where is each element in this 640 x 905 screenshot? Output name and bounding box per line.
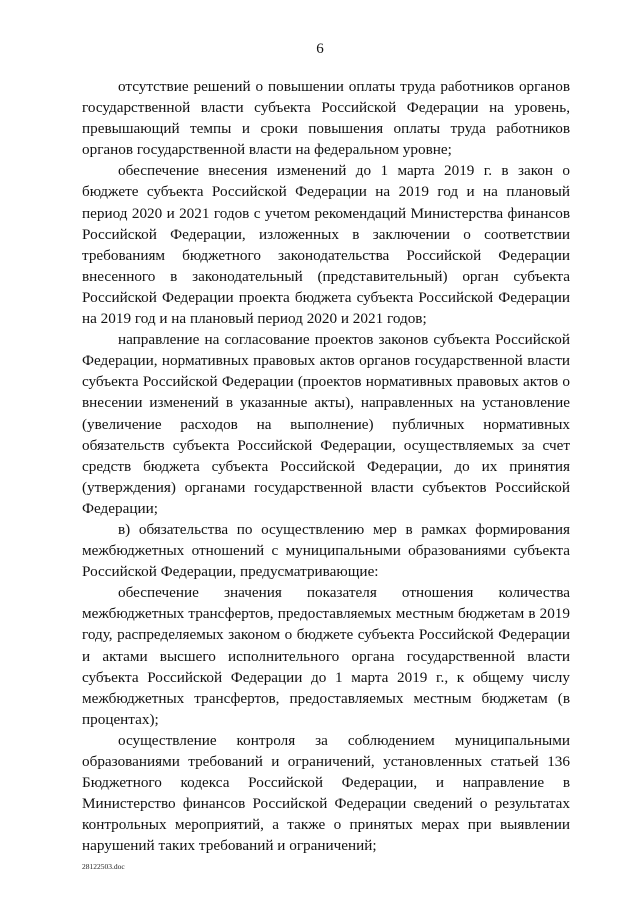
paragraph-transfer-indicator: обеспечение значения показателя отношения количества межбюджетных трансфертов, предоставляемых местным бюджетам в 2019 году, распределяемых законом о бюджете субъекта Российской Федерации и актами высшего исполнительного органа государственной власти субъекта Российской Федерации до 1 марта 2019 г., к общему числу межбюджетных трансфертов, предоставляемых местным бюджетам (в процентах);	[82, 584, 570, 728]
paragraph-control-compliance: осуществление контроля за соблюдением муниципальными образованиями требований и ограничений, установленных статьей 136 Бюджетного кодекса Российской Федерации, и направление в Министерство финансов Российской Федерации сведений о результатах контрольных мероприятий, а также о принятых мерах при выявлении нарушений таких требований и ограничений;	[82, 731, 570, 855]
file-name-footer: 28122503.doc	[82, 862, 125, 871]
page-number: 6	[316, 41, 324, 57]
paragraph-draft-laws-approval: направление на согласование проектов законов субъекта Российской Федерации, нормативных правовых актов органов государственной власти субъекта Российской Федерации (проектов нормативных правовых актов о внесении изменений в указанные акты), направленных на установление (увеличение расходов на выполнение) публичных нормативных обязательств субъекта Российской Федерации, осуществляемых за счет средств бюджета субъекта Российской Федерации, до их принятия (утверждения) органами государственной власти субъектов Российской Федерации;	[82, 331, 570, 517]
document-body	[82, 76, 570, 856]
paragraph-salary-restriction: отсутствие решений о повышении оплаты труда работников органов государственной власти субъекта Российской Федерации на уровень, превышающий темпы и сроки повышения оплаты труда работников органов государственной власти на федеральном уровне;	[82, 78, 570, 159]
paragraph-interbudget-obligations: в) обязательства по осуществлению мер в рамках формирования межбюджетных отношений с муниципальными образованиями субъекта Российской Федерации, предусматривающие:	[82, 520, 570, 581]
paragraph-budget-law-amendments: обеспечение внесения изменений до 1 марта 2019 г. в закон о бюджете субъекта Российской Федерации на 2019 год и на плановый период 2020 и 2021 годов с учетом рекомендаций Министерства финансов Российской Федерации, изложенных в заключении о соответствии требованиям бюджетного законодательства Российской Федерации внесенного в законодательный (представительный) орган субъекта Российской Федерации проекта бюджета субъекта Российской Федерации на 2019 год и на плановый период 2020 и 2021 годов;	[82, 162, 570, 328]
